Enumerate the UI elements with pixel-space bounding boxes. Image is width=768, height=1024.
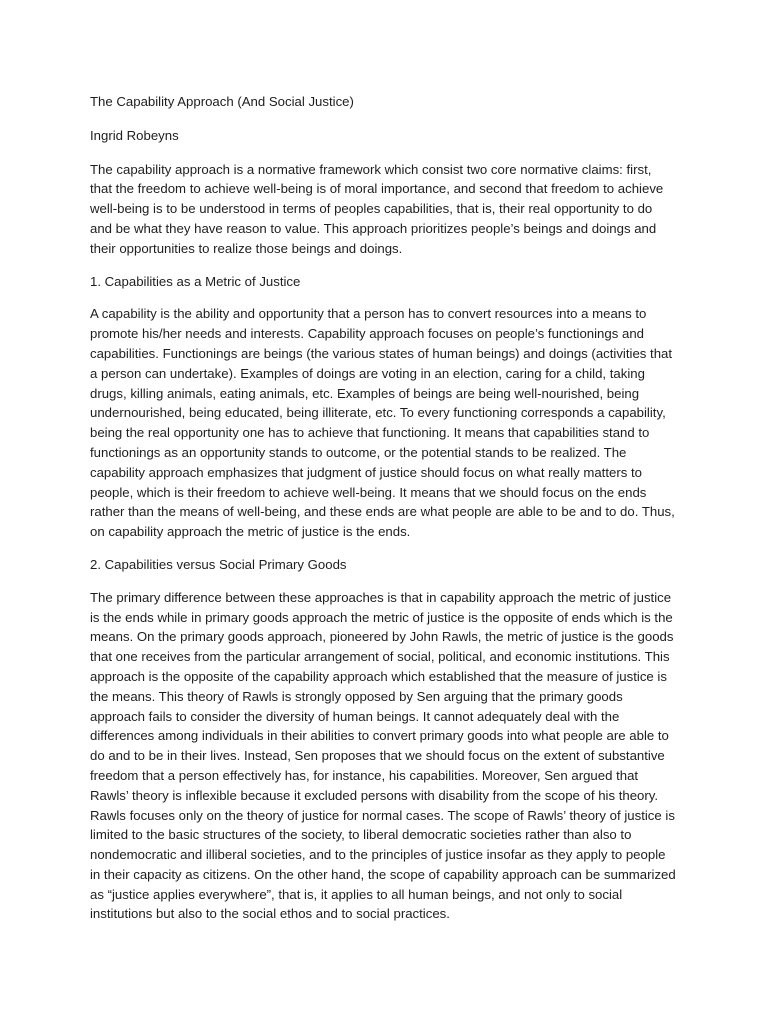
intro-paragraph: The capability approach is a normative framework which consist two core normative claims: first, that the freedom to achieve well-being is of moral importance, and second that freedom to achieve well-being is to be understood in terms of peoples capabilities, that is, their real opportunity to do and be what they have reason to value. This approach prioritizes people’s beings and doings and their opportunities to realize those beings and doings. [90, 161, 664, 256]
document-title: The Capability Approach (And Social Justice) [90, 94, 354, 109]
section-body-primary-goods: The primary difference between these approaches is that in capability approach the metric of justice is the ends while in primary goods approach the metric of justice is the opposite of ends which is the means. On the primary goods approach, pioneered by John Rawls, the metric of justice is the goods that one receives from the particular arrangement of social, political, and economic institutions. This approach is the opposite of the capability approach which established that the measure of justice is the means. This theory of Rawls is strongly opposed by Sen arguing that the primary goods approach fails to consider the diversity of human beings. It cannot adequately deal with the differences among individuals in their abilities to convert primary goods into what people are able to do and to be in their lives. Instead, Sen proposes that we should focus on the extent of substantive freedom that a person effectively has, for instance, his capabilities. Moreover, Sen argued that Rawls’ theory is inflexible because it excluded persons with disability from the scope of his theory. Rawls focuses only on the theory of justice for normal cases. The scope of Rawls’ theory of justice is limited to the basic structures of the society, to liberal democratic societies rather than also to nondemocratic and illiberal societies, and to the principles of justice insofar as they apply to people in their capacity as citizens. On the other hand, the scope of capability approach can be summarized as “justice applies everywhere”, that is, it applies to all human beings, and not only to social institutions but also to the social ethos and to social practices. [90, 589, 676, 922]
section-heading-metric-of-justice: 1. Capabilities as a Metric of Justice [90, 273, 301, 289]
document-page [90, 92, 676, 937]
section-heading-primary-goods: 2. Capabilities versus Social Primary Goods [90, 556, 347, 572]
section-body-metric-of-justice: A capability is the ability and opportunity that a person has to convert resources into a means to promote his/her needs and interests. Capability approach focuses on people’s functionings and capabilities. Functionings are beings (the various states of human beings) and doings (activities that a person can undertake). Examples of doings are voting in an election, caring for a child, taking drugs, killing animals, eating animals, etc. Examples of beings are being well-nourished, being undernourished, being educated, being illiterate, etc. To every functioning corresponds a capability, being the real opportunity one has to achieve that functioning. It means that capabilities stand to functionings as an opportunity stands to outcome, or the potential stands to be realized. The capability approach emphasizes that judgment of justice should focus on what really matters to people, which is their freedom to achieve well-being. It means that we should focus on the ends rather than the means of well-being, and these ends are what people are able to be and to do. Thus, on capability approach the metric of justice is the ends. [90, 306, 675, 540]
document-author: Ingrid Robeyns [90, 127, 179, 143]
